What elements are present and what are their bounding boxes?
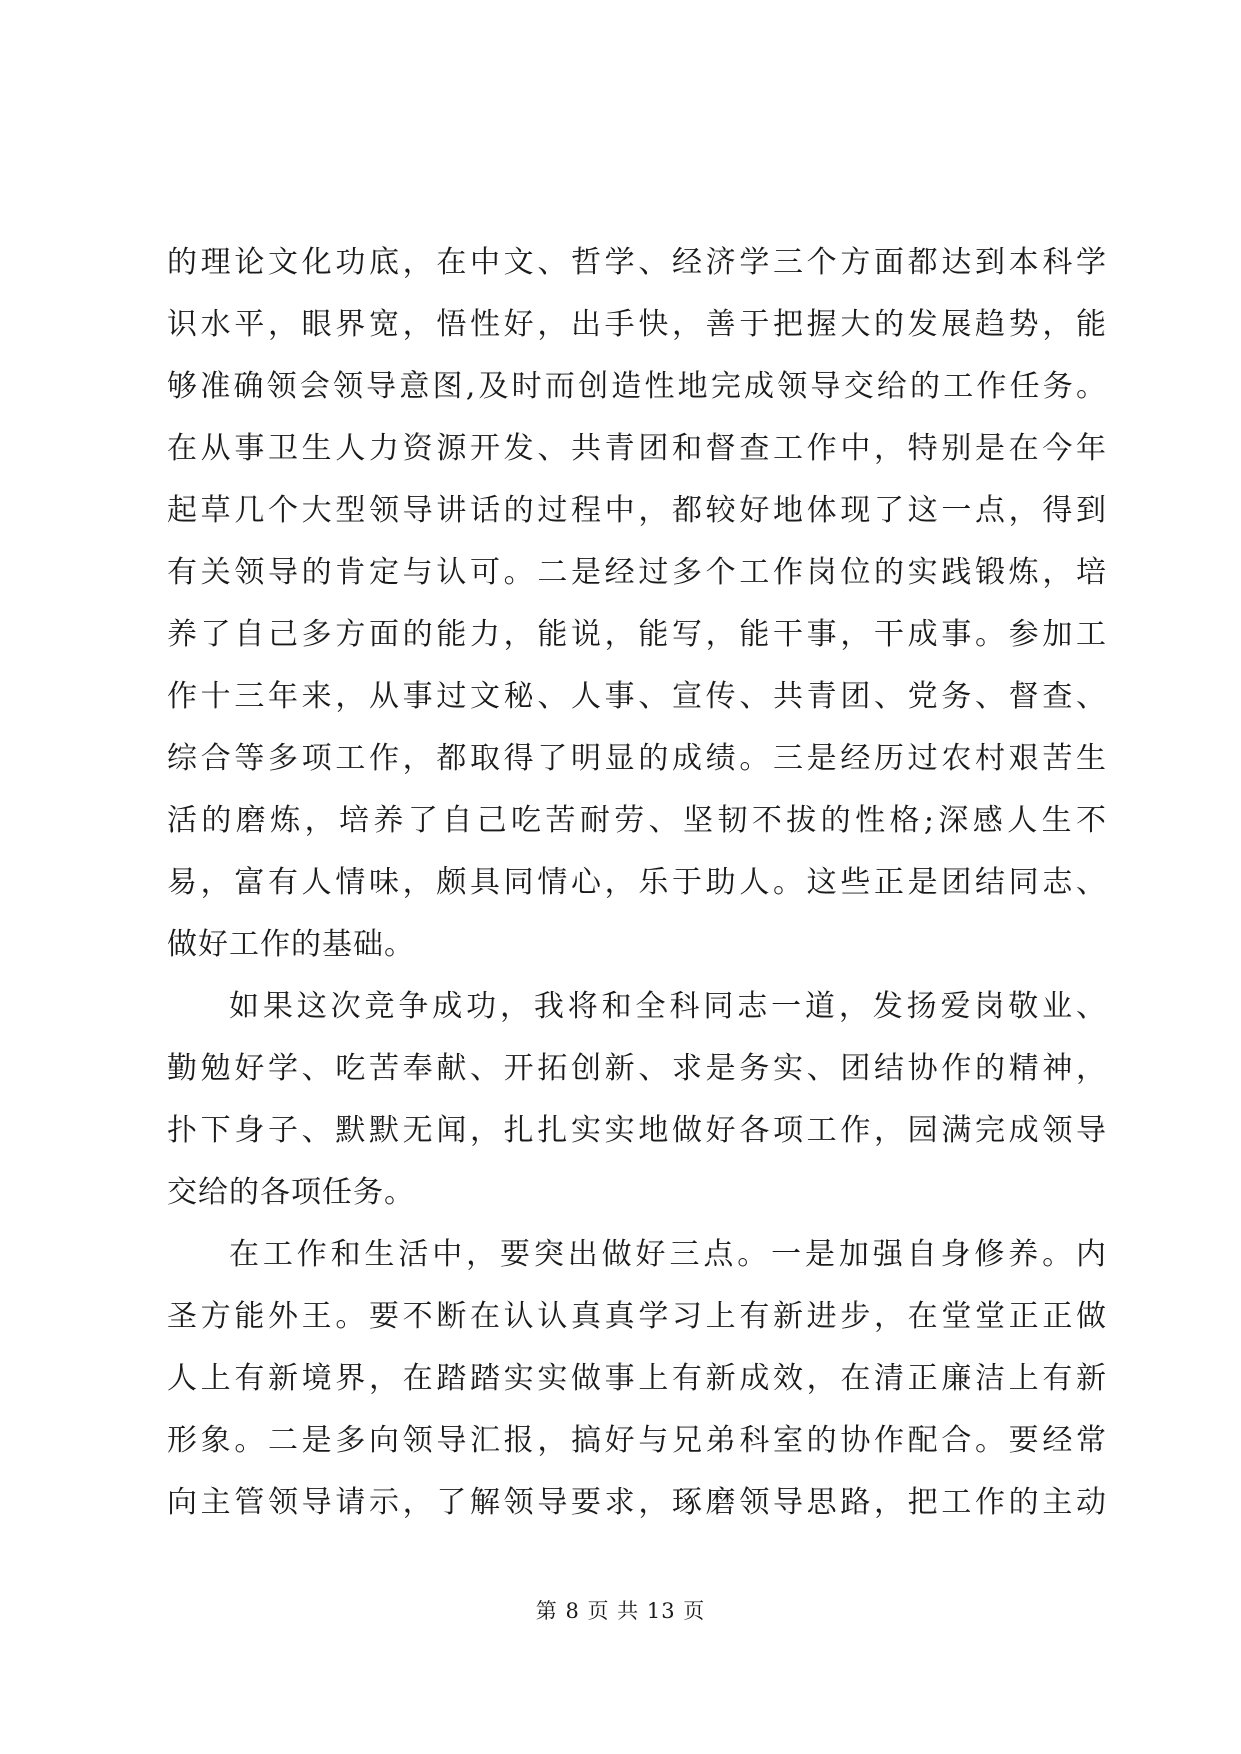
text-line: 养了自己多方面的能力，能说，能写，能干事，干成事。参加工 xyxy=(167,617,1107,652)
text-line: 人上有新境界，在踏踏实实做事上有新成效，在清正廉洁上有新 xyxy=(167,1361,1107,1396)
text-line: 交给的各项任务。 xyxy=(167,1175,415,1210)
text-line: 在从事卫生人力资源开发、共青团和督查工作中，特别是在今年 xyxy=(167,431,1107,466)
page-number-footer: 第 8 页 共 13 页 xyxy=(535,1599,706,1623)
text-line: 综合等多项工作，都取得了明显的成绩。三是经历过农村艰苦生 xyxy=(167,741,1107,776)
text-line: 向主管领导请示，了解领导要求，琢磨领导思路，把工作的主动 xyxy=(167,1485,1107,1520)
text-line: 扑下身子、默默无闻，扎扎实实地做好各项工作，园满完成领导 xyxy=(167,1113,1107,1148)
paragraph-first-line: 如果这次竞争成功，我将和全科同志一道，发扬爱岗敬业、 xyxy=(229,989,1107,1024)
text-line: 有关领导的肯定与认可。二是经过多个工作岗位的实践锻炼，培 xyxy=(167,555,1107,590)
text-line: 识水平，眼界宽，悟性好，出手快，善于把握大的发展趋势，能 xyxy=(167,307,1107,342)
text-line: 起草几个大型领导讲话的过程中，都较好地体现了这一点，得到 xyxy=(167,493,1107,528)
text-line: 易，富有人情味，颇具同情心，乐于助人。这些正是团结同志、 xyxy=(167,865,1107,900)
text-line: 的理论文化功底，在中文、哲学、经济学三个方面都达到本科学 xyxy=(167,245,1107,280)
text-line: 形象。二是多向领导汇报，搞好与兄弟科室的协作配合。要经常 xyxy=(167,1423,1107,1458)
text-line: 做好工作的基础。 xyxy=(167,927,415,962)
body-text xyxy=(167,232,1107,1534)
text-line: 活的磨炼，培养了自己吃苦耐劳、坚韧不拔的性格;深感人生不 xyxy=(167,803,1107,838)
text-line: 够准确领会领导意图,及时而创造性地完成领导交给的工作任务。 xyxy=(167,369,1107,404)
text-line: 圣方能外王。要不断在认认真真学习上有新进步，在堂堂正正做 xyxy=(167,1299,1107,1334)
paragraph-first-line: 在工作和生活中，要突出做好三点。一是加强自身修养。内 xyxy=(229,1237,1107,1272)
text-line: 勤勉好学、吃苦奉献、开拓创新、求是务实、团结协作的精神， xyxy=(167,1051,1107,1086)
text-line: 作十三年来，从事过文秘、人事、宣传、共青团、党务、督查、 xyxy=(167,679,1107,714)
